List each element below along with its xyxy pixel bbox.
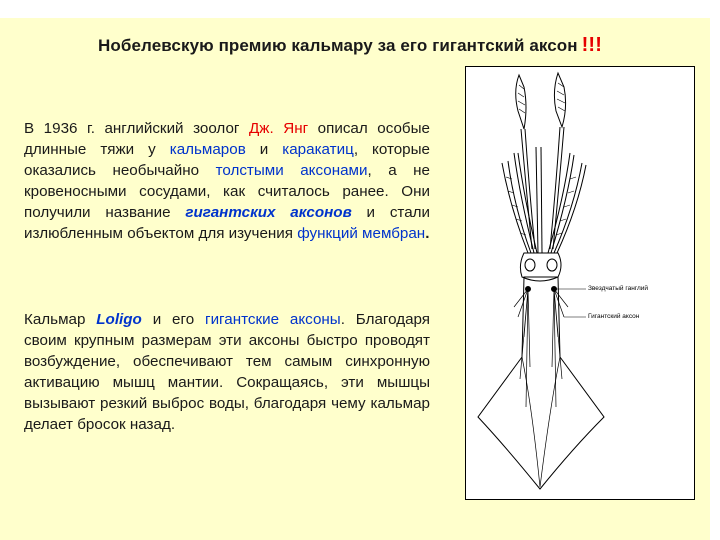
paragraph-loligo — [24, 309, 430, 435]
term-cuttlefish: каракатиц — [282, 141, 354, 158]
author-name: Дж. Янг — [249, 120, 309, 137]
arm-3 — [536, 147, 538, 253]
squid-figure — [465, 66, 695, 500]
squid-eye-left — [525, 259, 535, 271]
slide-title — [0, 34, 700, 57]
squid-eye-right — [547, 259, 557, 271]
arm-5 — [554, 163, 582, 253]
label-stellate-ganglion: Звездчатый ганглий — [588, 285, 649, 292]
title-text: Нобелевскую премию кальмару за его гигантский аксон — [98, 36, 578, 55]
p1-text-3: и — [245, 141, 283, 158]
tentacle-club-right — [554, 73, 565, 127]
p1-text-7: . — [425, 225, 430, 242]
p2-text-3: . Благодаря своим крупным размерам эти аксоны быстро проводят возбуждение, обеспечивают тем самым синхронную активацию мышц мантии. Сокращаясь, эти мышцы вызывают резкий выброс воды, благодаря чему кальмар делает бросок назад. — [24, 311, 431, 433]
p2-text-2: и его — [141, 311, 206, 328]
p1-text-2: описал особые длинные тяжи у — [24, 120, 430, 158]
squid-mantle — [478, 277, 604, 489]
term-giant-axons: гигантских аксонов — [185, 204, 352, 221]
tentacle-club-left — [516, 75, 526, 129]
term-membrane-functions: функций мембран — [297, 225, 426, 242]
p1-text-1: В 1936 г. английский зоолог — [24, 120, 250, 137]
p1-text-5: , а не кровеносными сосудами, как считалось ранее. Они получили название — [24, 162, 430, 221]
paragraph-young — [24, 118, 430, 244]
label-giant-axon: Гигантский аксон — [588, 313, 640, 320]
p1-text-6: и стали излюбленным объектом для изучения — [24, 204, 430, 242]
term-giant-axons-2: гигантские аксоны — [205, 311, 341, 328]
term-squids: кальмаров — [169, 141, 246, 158]
term-thick-axons: толстыми аксонами — [215, 162, 368, 179]
p1-text-4: , которые оказались необычайно — [24, 141, 430, 179]
p2-text-1: Кальмар — [24, 311, 97, 328]
term-loligo: Loligo — [96, 311, 142, 328]
title-exclamation: !!! — [581, 34, 602, 56]
squid-drawing — [466, 67, 694, 499]
